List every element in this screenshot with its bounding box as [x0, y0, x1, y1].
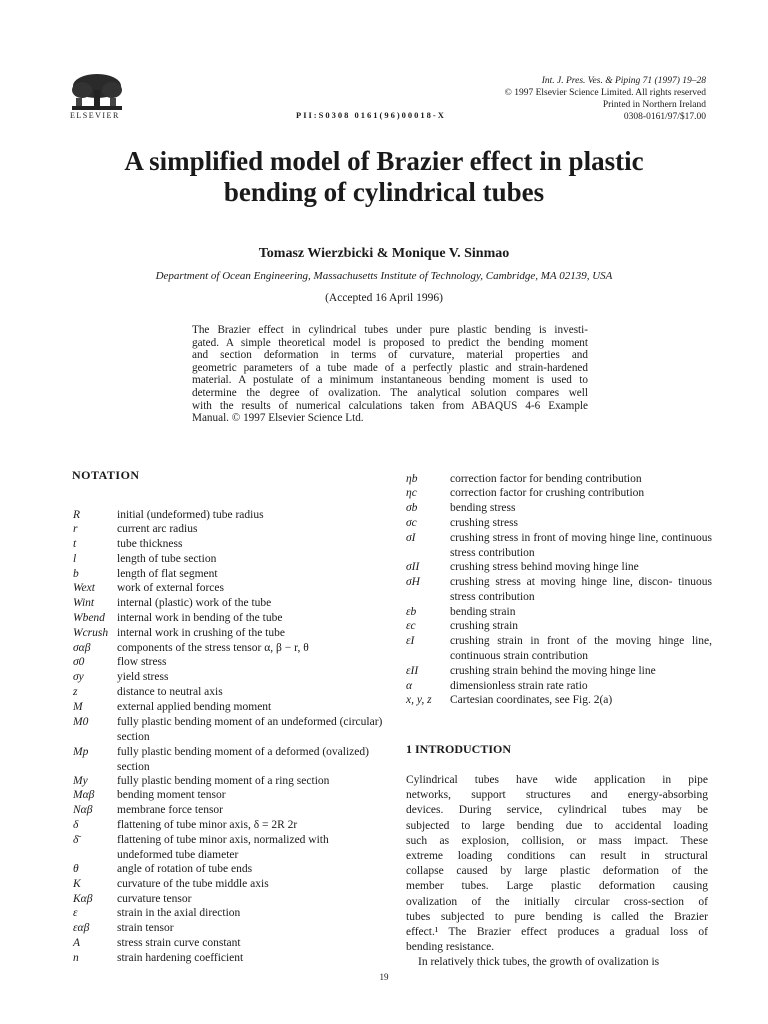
notation-definition: internal (plastic) work of the tube	[117, 597, 272, 609]
abstract	[192, 324, 588, 425]
intro-line: In relatively thick tubes, the growth of ovalization is	[418, 956, 660, 969]
notation-symbol: A	[73, 937, 81, 949]
notation-definition: stress strain curve constant	[117, 937, 241, 949]
abstract-line: material. A postulate of a minimum instantaneous bending moment is used to	[192, 374, 588, 387]
notation-symbol: εI	[406, 635, 415, 647]
notation-symbol: Mαβ	[73, 789, 95, 801]
notation-symbol: Wint	[73, 597, 95, 609]
notation-symbol: Kαβ	[73, 893, 93, 905]
notation-definition: internal work in crushing of the tube	[117, 627, 285, 639]
notation-definition: work of external forces	[117, 582, 224, 594]
notation-definition: components of the stress tensor α, β − r, θ	[117, 642, 309, 654]
notation-definition: crushing stress at moving hinge line, discon- tinuous stress contribution	[450, 576, 712, 603]
intro-line: bending resistance.	[406, 941, 495, 954]
notation-definition: crushing strain in front of the moving hinge line, continuous strain contribution	[450, 635, 712, 662]
intro-line: tubes subjected to pure bending is called the Brazier	[406, 910, 708, 923]
notation-symbol: Nαβ	[73, 804, 93, 816]
notation-definition: flattening of tube minor axis, δ = 2R 2r	[117, 819, 298, 831]
pii-code: PII:S0308 0161(96)00018-X	[296, 110, 446, 120]
notation-symbol: t	[73, 538, 77, 550]
notation-symbol: M	[73, 701, 83, 713]
notation-definition: dimensionless strain rate ratio	[450, 680, 588, 692]
intro-line: ovalization of the initially circular cross-section of	[406, 895, 708, 908]
notation-definition: bending strain	[450, 606, 516, 618]
notation-symbol: Wbend	[73, 612, 105, 624]
notation-definition: distance to neutral axis	[117, 686, 223, 698]
abstract-line: Manual. © 1997 Elsevier Science Ltd.	[192, 412, 364, 425]
page-number: 19	[379, 972, 389, 982]
notation-definition: crushing strain behind the moving hinge line	[450, 665, 656, 677]
introduction-text	[406, 773, 708, 971]
notation-symbol: σc	[406, 517, 417, 529]
notation-symbol: Wcrush	[73, 627, 109, 639]
intro-line: devices. During service, cylindrical tubes may be	[406, 804, 708, 817]
notation-symbol: σ0	[73, 656, 85, 668]
section-heading-introduction: 1 INTRODUCTION	[406, 742, 512, 756]
notation-symbol: σI	[406, 532, 416, 544]
notation-definition: correction factor for crushing contribution	[450, 487, 645, 499]
notation-symbol: x, y, z	[406, 694, 432, 706]
abstract-line: geometric parameters of a tube made of a perfectly plastic and strain-hardened	[192, 361, 588, 374]
notation-symbol: ηb	[406, 473, 418, 485]
notation-symbol: δ̄	[73, 834, 79, 846]
paper-title	[40, 146, 728, 208]
notation-definition: strain hardening coefficient	[117, 952, 244, 964]
notation-definition: Cartesian coordinates, see Fig. 2(a)	[450, 694, 613, 706]
issn-line: 0308-0161/97/$17.00	[623, 112, 706, 122]
intro-line: networks, support structures and energy-absorbing	[406, 789, 708, 802]
notation-symbol: z	[73, 686, 78, 698]
notation-definition: correction factor for bending contribution	[450, 473, 642, 485]
abstract-line: The Brazier effect in cylindrical tubes under pure plastic bending is investi-	[192, 324, 588, 336]
printed-line: Printed in Northern Ireland	[602, 100, 706, 110]
notation-definition: crushing stress	[450, 517, 519, 529]
notation-symbol: Mp	[73, 746, 89, 758]
notation-symbol: σαβ	[73, 642, 91, 654]
notation-definition: membrane force tensor	[117, 804, 224, 816]
notation-symbol: δ	[73, 819, 79, 831]
notation-definition: length of tube section	[117, 553, 217, 565]
notation-symbol: σII	[406, 561, 420, 573]
abstract-line: determine the degree of ovalization. The analytical solution compares well	[192, 386, 588, 399]
notation-symbol: εαβ	[73, 922, 90, 934]
intro-line: extreme loading conditions can result in structural	[406, 850, 708, 863]
abstract-line: with the results of numerical calculations taken from ABAQUS 4-6 Example	[192, 399, 588, 412]
notation-symbol: εc	[406, 620, 416, 632]
notation-definition: length of flat segment	[117, 568, 218, 580]
affiliation: Department of Ocean Engineering, Massachusetts Institute of Technology, Cambridge, MA 02139, USA	[155, 270, 613, 282]
journal-info	[505, 75, 706, 123]
notation-definition: angle of rotation of tube ends	[117, 863, 253, 875]
accepted-date: (Accepted 16 April 1996)	[325, 292, 443, 304]
notation-symbol: α	[406, 680, 413, 692]
notation-definition: yield stress	[117, 671, 169, 683]
journal-citation: Int. J. Pres. Ves. & Piping 71 (1997) 19–28	[541, 76, 706, 86]
notation-definition: curvature tensor	[117, 893, 192, 905]
notation-definition: external applied bending moment	[117, 701, 272, 713]
notation-definition: curvature of the tube middle axis	[117, 878, 269, 890]
intro-line: Cylindrical tubes have wide application in pipe	[406, 774, 708, 786]
notation-symbol: r	[73, 523, 78, 535]
notation-symbol: σb	[406, 502, 418, 514]
copyright-line: © 1997 Elsevier Science Limited. All rights reserved	[504, 88, 706, 98]
notation-definition: bending moment tensor	[117, 789, 226, 801]
notation-symbol: M0	[73, 716, 89, 728]
notation-symbol: b	[73, 568, 79, 580]
notation-heading: NOTATION	[72, 468, 140, 482]
notation-definition: tube thickness	[117, 538, 183, 550]
authors: Tomasz Wierzbicki & Monique V. Sinmao	[258, 246, 510, 261]
notation-symbol: ε	[73, 907, 78, 919]
notation-definition: flow stress	[117, 656, 167, 668]
notation-definition: flattening of tube minor axis, normalized with undeformed tube diameter	[117, 834, 329, 861]
intro-line: subjected to large bending due to accidental loading	[406, 819, 708, 832]
intro-line: such as explosion, collision, or mass impact. These	[406, 834, 708, 847]
intro-line: member tubes. Large plastic deformation causing	[406, 880, 708, 893]
notation-definition: internal work in bending of the tube	[117, 612, 283, 624]
notation-definition: crushing strain	[450, 620, 519, 632]
notation-definition: fully plastic bending moment of a deformed (ovalized) section	[117, 746, 369, 773]
notation-symbol: K	[73, 878, 81, 890]
notation-definition: bending stress	[450, 502, 516, 514]
title-line: A simplified model of Brazier effect in plastic	[124, 146, 644, 176]
notation-definition: fully plastic bending moment of an undeformed (circular) section	[117, 716, 383, 743]
notation-definition: crushing stress behind moving hinge line	[450, 561, 639, 573]
notation-symbol: θ	[73, 863, 79, 875]
notation-definition: strain in the axial direction	[117, 907, 241, 919]
publisher-name: ELSEVIER	[70, 111, 120, 120]
notation-symbol: εII	[406, 665, 419, 677]
notation-symbol: ηc	[406, 487, 417, 499]
notation-symbol: n	[73, 952, 79, 964]
abstract-line: and section deformation in terms of curvature, material properties and	[192, 349, 588, 362]
notation-definition: strain tensor	[117, 922, 174, 934]
title-line: bending of cylindrical tubes	[223, 177, 545, 207]
notation-symbol: Wext	[73, 582, 95, 594]
intro-line: effect.¹ The Brazier effect produces a gradual loss of	[406, 926, 708, 939]
intro-line: collapse caused by large plastic deformation of the	[406, 865, 708, 878]
notation-symbol: σH	[406, 576, 420, 588]
notation-symbol: R	[73, 509, 81, 521]
notation-symbol: εb	[406, 606, 417, 618]
tree-logo-icon	[68, 72, 126, 112]
notation-symbol: σy	[73, 671, 84, 683]
notation-definition: crushing stress in front of moving hinge line, continuous stress contribution	[450, 532, 712, 559]
abstract-line: gated. A simple theoretical model is proposed to predict the bending moment	[192, 336, 588, 349]
notation-symbol: l	[73, 553, 77, 565]
notation-definition: initial (undeformed) tube radius	[117, 509, 264, 521]
notation-definition: current arc radius	[117, 523, 198, 535]
notation-definition: fully plastic bending moment of a ring section	[117, 775, 330, 787]
notation-symbol: My	[73, 775, 88, 787]
